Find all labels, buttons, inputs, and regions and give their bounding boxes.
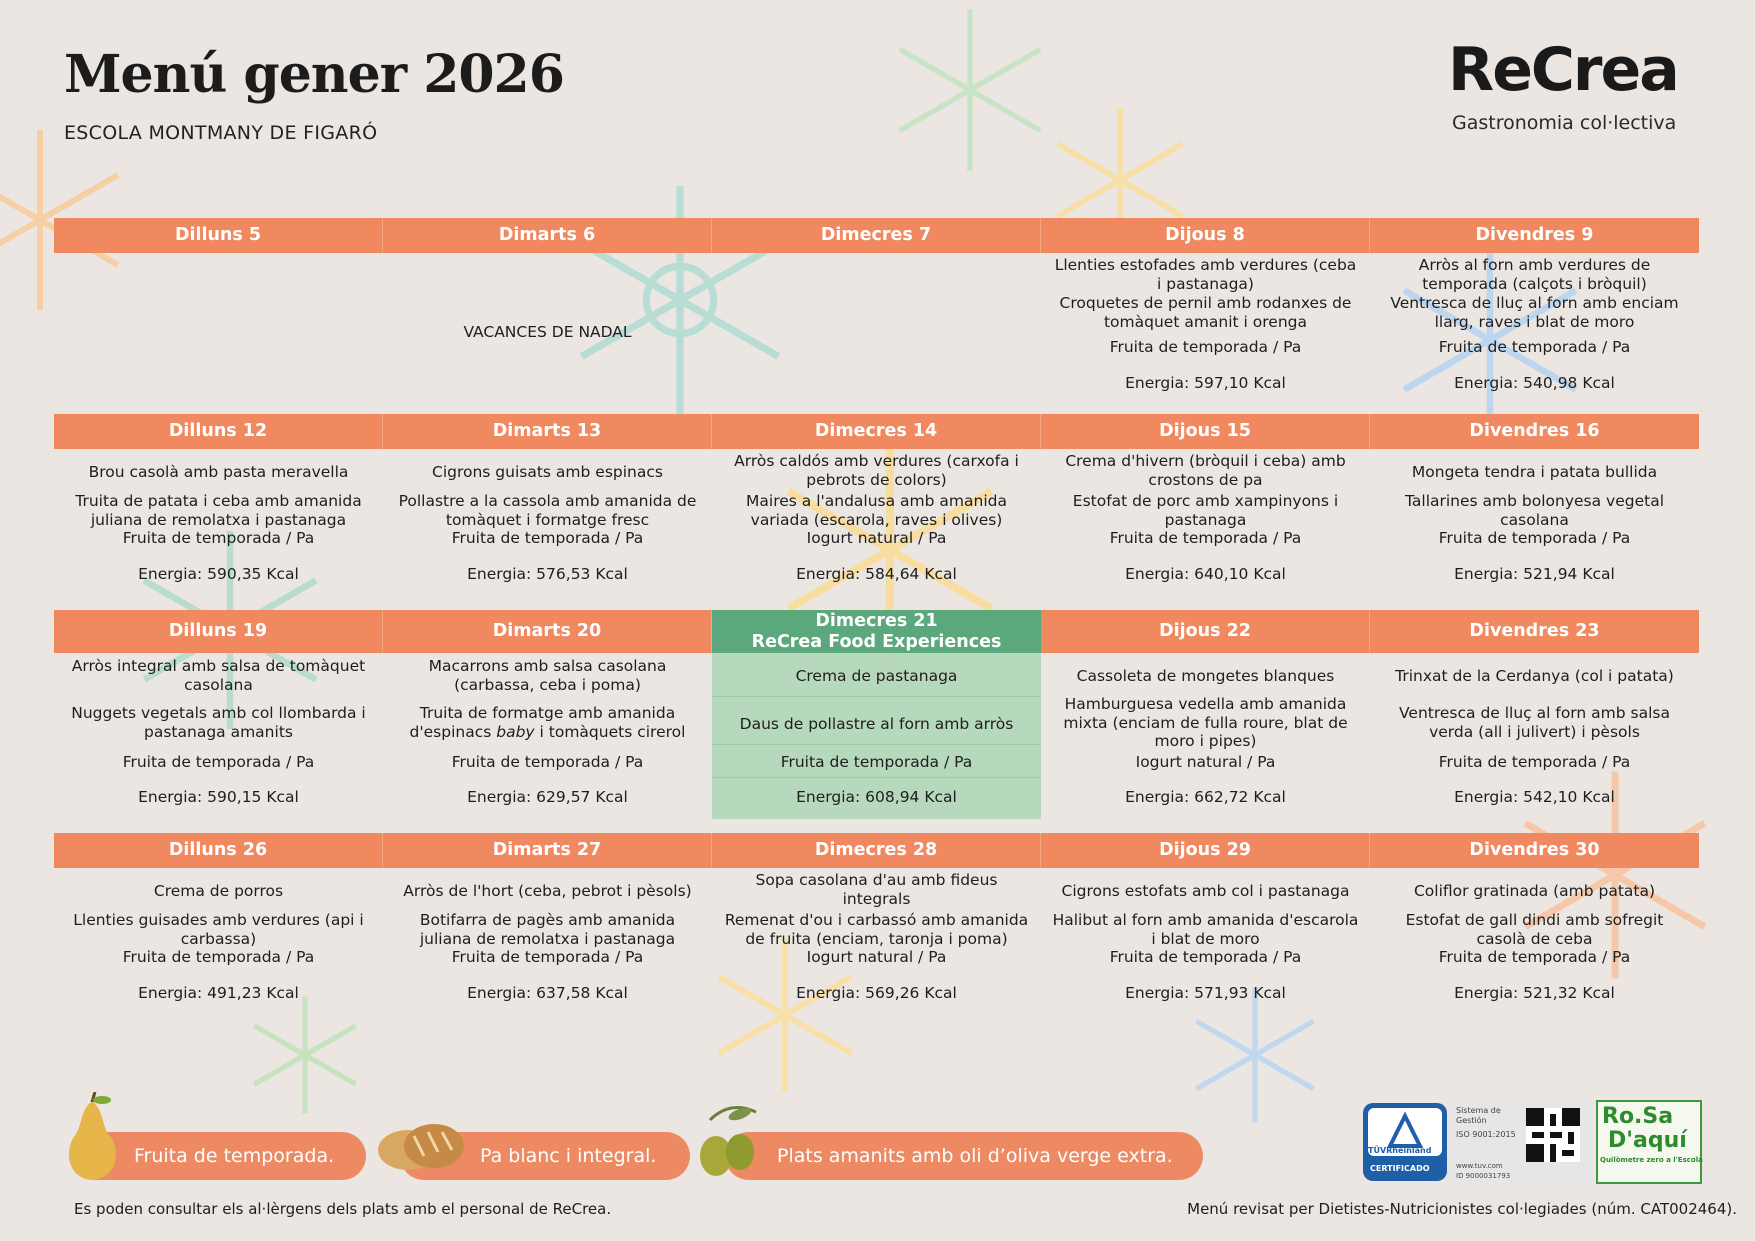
second-course: Maires a l'andalusa amb amanida variada (escarola, raves i olives) <box>746 492 1007 529</box>
second-course: Truita de patata i ceba amb amanida juliana de remolatxa i pastanaga <box>75 492 362 529</box>
dessert: Fruita de temporada / Pa <box>122 528 315 547</box>
day-header: Dilluns 12 <box>54 414 383 449</box>
energy: Energia: 590,35 Kcal <box>138 564 299 583</box>
day-header: Divendres 23 <box>1469 621 1600 642</box>
energy: Energia: 662,72 Kcal <box>1125 787 1286 806</box>
energy: Energia: 521,32 Kcal <box>1454 983 1615 1002</box>
energy: Energia: 542,10 Kcal <box>1454 787 1615 806</box>
week-header <box>54 218 1699 253</box>
day-cell-special <box>712 653 1041 819</box>
pill-label: Pa blanc i integral. <box>480 1145 657 1167</box>
second-course: Tallarines amb bolonyesa vegetal casolana <box>1404 492 1665 529</box>
first-course: Crema de porros <box>153 881 284 900</box>
day-header: Dijous 29 <box>1041 833 1370 868</box>
dessert: Iogurt natural / Pa <box>806 947 947 966</box>
day-header: Dilluns 19 <box>54 610 383 653</box>
second-course: Botifarra de pagès amb amanida juliana de remolatxa i pastanaga <box>419 911 676 948</box>
second-course: Estofat de gall dindi amb sofregit casolà de ceba <box>1405 911 1664 948</box>
day-cell <box>383 653 712 819</box>
km0-logo <box>1596 1100 1702 1184</box>
day-header: Dimarts 13 <box>383 414 712 449</box>
dessert: Iogurt natural / Pa <box>806 528 947 547</box>
second-course: Remenat d'ou i carbassó amb amanida de fruita (enciam, taronja i poma) <box>724 911 1029 948</box>
day-header: Dijous 22 <box>1041 610 1370 653</box>
day-header: Dimarts 20 <box>383 610 712 653</box>
first-course: Crema d'hivern (bròquil i ceba) amb crostons de pa <box>1065 452 1346 489</box>
first-course: Arròs al forn amb verdures de temporada (calçots i bròquil) <box>1418 256 1651 293</box>
dessert: Fruita de temporada / Pa <box>1109 528 1302 547</box>
day-header-title: Dimecres 21 <box>815 611 938 632</box>
km0-title: Ro.Sa <box>1602 1104 1674 1129</box>
second-course: Nuggets vegetals amb col llombarda i pastanaga amanits <box>71 704 366 741</box>
first-course: Arròs de l'hort (ceba, pebrot i pèsols) <box>403 881 692 900</box>
energy: Energia: 608,94 Kcal <box>796 787 957 806</box>
day-header-subtitle: ReCrea Food Experiences <box>751 631 1002 652</box>
first-course: Llenties estofades amb verdures (ceba i pastanaga) <box>1054 256 1357 293</box>
energy: Energia: 629,57 Kcal <box>467 787 628 806</box>
day-header: Dimarts 6 <box>383 218 712 253</box>
energy: Energia: 584,64 Kcal <box>796 564 957 583</box>
allergen-note: Es poden consultar els al·lèrgens dels plats amb el personal de ReCrea. <box>74 1200 612 1218</box>
first-course: Arròs caldós amb verdures (carxofa i pebrots de colors) <box>734 452 1019 489</box>
pill-label: Plats amanits amb oli d’oliva verge extra. <box>777 1145 1173 1167</box>
olive-icon <box>690 1100 770 1184</box>
day-cell <box>1041 253 1370 403</box>
first-course: Arròs integral amb salsa de tomàquet casolana <box>71 657 366 694</box>
first-course: Cassoleta de mongetes blanques <box>1076 666 1335 685</box>
energy: Energia: 640,10 Kcal <box>1125 564 1286 583</box>
dessert: Fruita de temporada / Pa <box>122 752 315 771</box>
day-cell <box>712 253 1041 403</box>
day-cell <box>54 653 383 819</box>
day-cell <box>1370 653 1699 819</box>
week-2 <box>54 414 1699 604</box>
dessert: Fruita de temporada / Pa <box>1438 752 1631 771</box>
dessert: Fruita de temporada / Pa <box>1438 528 1631 547</box>
energy: Energia: 597,10 Kcal <box>1125 373 1286 392</box>
dessert: Fruita de temporada / Pa <box>1109 947 1302 966</box>
first-course: Cigrons estofats amb col i pastanaga <box>1061 881 1350 900</box>
day-cell <box>712 449 1041 604</box>
pear-icon <box>52 1092 132 1184</box>
first-course: Sopa casolana d'au amb fideus integrals <box>755 871 998 908</box>
day-header: Dijous 15 <box>1041 414 1370 449</box>
energy: Energia: 576,53 Kcal <box>467 564 628 583</box>
first-course: Brou casolà amb pasta meravella <box>88 462 349 481</box>
brand-logo: ReCrea <box>1448 35 1678 105</box>
day-cell <box>1041 449 1370 604</box>
day-cell <box>54 253 383 403</box>
pill-label: Fruita de temporada. <box>134 1145 335 1167</box>
day-cell <box>54 449 383 604</box>
km0-title-2: D'aquí <box>1608 1128 1687 1153</box>
iso-label: ISO 9001:2015 <box>1456 1130 1516 1139</box>
first-course: Mongeta tendra i patata bullida <box>1411 462 1658 481</box>
day-header: Dijous 8 <box>1041 218 1370 253</box>
row-divider <box>712 696 1041 697</box>
day-header: Dimecres 14 <box>712 414 1041 449</box>
dessert: Fruita de temporada / Pa <box>1438 947 1631 966</box>
pill-olive-oil <box>725 1132 1203 1180</box>
second-course: Ventresca de lluç al forn amb enciam llarg, raves i blat de moro <box>1390 294 1679 331</box>
day-cell <box>383 449 712 604</box>
certifications <box>1362 1100 1702 1185</box>
energy: Energia: 590,15 Kcal <box>138 787 299 806</box>
week-header <box>54 414 1699 449</box>
day-header: Divendres 16 <box>1469 421 1600 442</box>
nutrition-note: Menú revisat per Dietistes-Nutricionistes col·legiades (núm. CAT002464). <box>1187 1200 1737 1218</box>
day-header: Divendres 9 <box>1475 225 1594 246</box>
day-cell <box>1370 868 1699 1018</box>
energy: Energia: 521,94 Kcal <box>1454 564 1615 583</box>
second-course: Croquetes de pernil amb rodanxes de tomàquet amanit i orenga <box>1059 294 1352 331</box>
day-header: Dilluns 5 <box>54 218 383 253</box>
energy: Energia: 540,98 Kcal <box>1454 373 1615 392</box>
qr-code-icon <box>1526 1108 1580 1162</box>
day-cell <box>383 868 712 1018</box>
brand-tagline: Gastronomia col·lectiva <box>1452 112 1677 134</box>
day-header: Dimarts 27 <box>383 833 712 868</box>
second-course: Ventresca de lluç al forn amb salsa verda (all i julivert) i pèsols <box>1399 704 1670 741</box>
dessert: Fruita de temporada / Pa <box>1109 337 1302 356</box>
week-1 <box>54 218 1699 403</box>
km0-tagline: Quilòmetre zero a l'Escola <box>1600 1156 1703 1164</box>
day-header: Dilluns 26 <box>54 833 383 868</box>
tuv-status: CERTIFICADO <box>1370 1164 1430 1173</box>
second-course: Daus de pollastre al forn amb arròs <box>739 714 1014 733</box>
day-cell <box>712 868 1041 1018</box>
first-course: Trinxat de la Cerdanya (col i patata) <box>1395 666 1674 685</box>
day-cell <box>1370 253 1699 403</box>
first-course: Macarrons amb salsa casolana (carbassa, ceba i poma) <box>428 657 667 694</box>
tuv-brand: TÜVRheinland <box>1368 1146 1432 1155</box>
second-course: Halibut al forn amb amanida d'escarola i blat de moro <box>1052 911 1359 948</box>
second-course: Hamburguesa vedella amb amanida mixta (enciam de fulla roure, blat de moro i pipes) <box>1063 694 1348 751</box>
energy: Energia: 491,23 Kcal <box>138 983 299 1002</box>
holiday-note: VACANCES DE NADAL <box>463 323 632 341</box>
energy: Energia: 637,58 Kcal <box>467 983 628 1002</box>
day-header-special <box>712 610 1041 653</box>
row-divider <box>712 777 1041 778</box>
day-cell <box>1041 653 1370 819</box>
id-label: ID 9000031793 <box>1456 1172 1511 1180</box>
week-header <box>54 610 1699 653</box>
dessert: Fruita de temporada / Pa <box>451 752 644 771</box>
second-course: Llenties guisades amb verdures (api i carbassa) <box>73 911 364 948</box>
first-course: Crema de pastanaga <box>795 666 958 685</box>
day-header: Dimecres 7 <box>712 218 1041 253</box>
energy: Energia: 571,93 Kcal <box>1125 983 1286 1002</box>
system-label: Sistema de Gestión <box>1456 1106 1501 1125</box>
page-title: Menú gener 2026 <box>64 44 564 105</box>
dessert: Fruita de temporada / Pa <box>780 752 973 771</box>
day-cell <box>54 868 383 1018</box>
dessert: Fruita de temporada / Pa <box>1438 337 1631 356</box>
week-header <box>54 833 1699 868</box>
second-course: Truita de formatge amb amanida d'espinacs baby i tomàquets cirerol <box>409 704 686 741</box>
dessert: Fruita de temporada / Pa <box>122 947 315 966</box>
first-course: Coliflor gratinada (amb patata) <box>1413 881 1656 900</box>
dessert: Fruita de temporada / Pa <box>451 947 644 966</box>
second-course: Pollastre a la cassola amb amanida de tomàquet i formatge fresc <box>398 492 697 529</box>
week-3 <box>54 610 1699 819</box>
energy: Energia: 569,26 Kcal <box>796 983 957 1002</box>
day-cell <box>1041 868 1370 1018</box>
dessert: Fruita de temporada / Pa <box>451 528 644 547</box>
bread-icon <box>372 1106 472 1186</box>
day-cell <box>1370 449 1699 604</box>
day-header: Dimecres 28 <box>712 833 1041 868</box>
second-course: Estofat de porc amb xampinyons i pastanaga <box>1072 492 1339 529</box>
week-4 <box>54 833 1699 1018</box>
snowflake-decoration <box>880 0 1060 180</box>
first-course: Cigrons guisats amb espinacs <box>432 462 663 481</box>
dessert: Iogurt natural / Pa <box>1135 752 1276 771</box>
site-label: www.tuv.com <box>1456 1162 1503 1170</box>
day-cell <box>383 253 712 403</box>
row-divider <box>712 744 1041 745</box>
day-header: Divendres 30 <box>1469 840 1600 861</box>
school-name: ESCOLA MONTMANY DE FIGARÓ <box>64 122 378 144</box>
